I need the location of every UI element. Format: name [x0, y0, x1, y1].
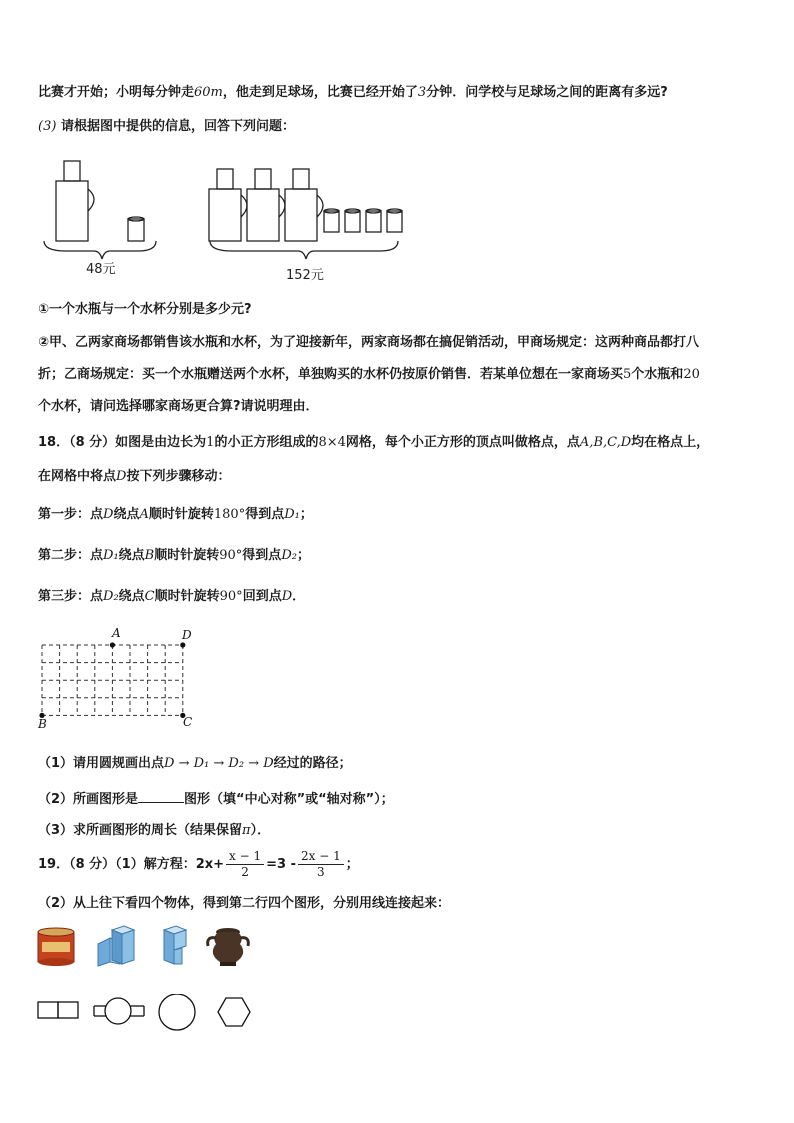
two-squares-icon: [38, 1002, 78, 1018]
q18-heading: [38, 434, 709, 452]
label-d: D: [182, 628, 192, 642]
bottle-icon: [209, 169, 247, 241]
bottle-icon: [285, 169, 323, 241]
text: 折；乙商场规定：买一个水瓶赠送两个水杯，单独购买的水杯仍按原价销售．若某单位想在一家商场买: [38, 367, 624, 382]
q19-sub2: （2）从上往下看四个物体，得到第二行四个图形，分别用线连接起来：: [38, 896, 451, 911]
point-d: [180, 642, 185, 647]
label-a: A: [112, 626, 121, 640]
q18-line2: [38, 468, 230, 486]
prev-question-line: [38, 84, 668, 102]
point-a: [110, 642, 115, 647]
right-brace: [210, 241, 398, 259]
q18-step1: 第一步：点D绕点A顺时针旋转180°得到点D₁；: [38, 507, 313, 522]
q18-sub3: （3）求所画图形的周长（结果保留π）．: [38, 823, 271, 838]
side-length: 1: [206, 435, 215, 450]
q3-sub2-line3: 个水杯，请问选择哪家商场更合算?请说明理由．: [38, 399, 319, 414]
left-brace: [44, 241, 156, 259]
q3-prompt: [38, 118, 295, 136]
text: ，他走到足球场，比赛已经开始了: [222, 85, 418, 100]
q18-step3: 第三步：点D₂绕点C顺时针旋转90°回到点D．: [38, 589, 306, 604]
right-price: 152元: [286, 268, 324, 283]
q3-number: (3): [38, 119, 57, 134]
text: 分钟．问学校与足球场之间的距离有多远?: [426, 85, 668, 100]
cup-icon: [366, 209, 381, 232]
q19-heading: 19．（8 分）（1）解方程：2x+ $\frac{x - 1}{2}$ =3 - $\frac{2x - 1}{3}$ ；: [38, 849, 359, 879]
cup-count: 20: [683, 367, 700, 382]
text: 个水瓶和: [631, 367, 684, 382]
bottle-cup-illustration: [36, 155, 406, 285]
grid-diagram: [32, 622, 202, 732]
bottle-icon: [247, 169, 285, 241]
circle-icon: [159, 994, 195, 1030]
label-b: B: [38, 717, 47, 731]
cup-icon: [324, 209, 339, 232]
objects-row: [36, 924, 256, 970]
q3-sub2-line1: ②甲、乙两家商场都销售该水瓶和水杯，为了迎接新年，两家商场都在搞促销活动，甲商场规定：这两种商品都打八: [38, 335, 700, 350]
speed-value: 60m: [194, 85, 223, 100]
text: 的小正方形组成的: [214, 435, 319, 450]
label-c: C: [183, 715, 193, 729]
text: 网格，每个小正方形的顶点叫做格点，点: [345, 435, 580, 450]
answer-blank[interactable]: [138, 790, 184, 803]
cup-icon: [387, 209, 402, 232]
text: 在网格中将点: [38, 469, 117, 484]
hexagon-icon: [218, 998, 250, 1026]
q18-sub2: （2）所画图形是 图形（填“中心对称”或“轴对称”）；: [38, 792, 394, 807]
q3-sub2-line2: [38, 366, 700, 384]
cup-icon: [345, 209, 360, 232]
text: 按下列步骤移动：: [126, 469, 231, 484]
point-d: D: [116, 469, 127, 484]
text: 比赛才开始；小明每分钟走: [38, 85, 195, 100]
l-block-icon: [164, 926, 186, 964]
q18-sub1: （1）请用圆规画出点D → D₁ → D₂ → D经过的路径；: [38, 756, 352, 771]
fraction-2: $\frac{2x - 1}{3}$: [298, 849, 344, 880]
circle-with-handles-icon: [94, 998, 144, 1024]
q18-step2: 第二步：点D₁绕点B顺时针旋转90°得到点D₂；: [38, 548, 310, 563]
can-icon: [38, 928, 74, 966]
text: 均在格点上，: [631, 435, 710, 450]
blocks-icon: [98, 926, 134, 966]
text: 18．（8 分）如图是由边长为: [38, 435, 207, 450]
q3-prompt-text: 请根据图中提供的信息，回答下列问题：: [60, 119, 295, 134]
bottle-icon: [56, 161, 94, 241]
cup-icon: [128, 217, 144, 241]
q3-sub1: ①一个水瓶与一个水杯分别是多少元?: [38, 302, 252, 317]
point-names: A,B,C,D: [579, 435, 632, 450]
left-price: 48元: [86, 262, 116, 277]
vase-icon: [208, 928, 249, 966]
fraction-1: $\frac{x - 1}{2}$: [226, 849, 264, 880]
grid-size: 8×4: [318, 435, 346, 450]
top-views-row: [36, 994, 256, 1034]
minutes-value: 3: [417, 85, 427, 100]
bottle-count: 5: [623, 367, 632, 382]
